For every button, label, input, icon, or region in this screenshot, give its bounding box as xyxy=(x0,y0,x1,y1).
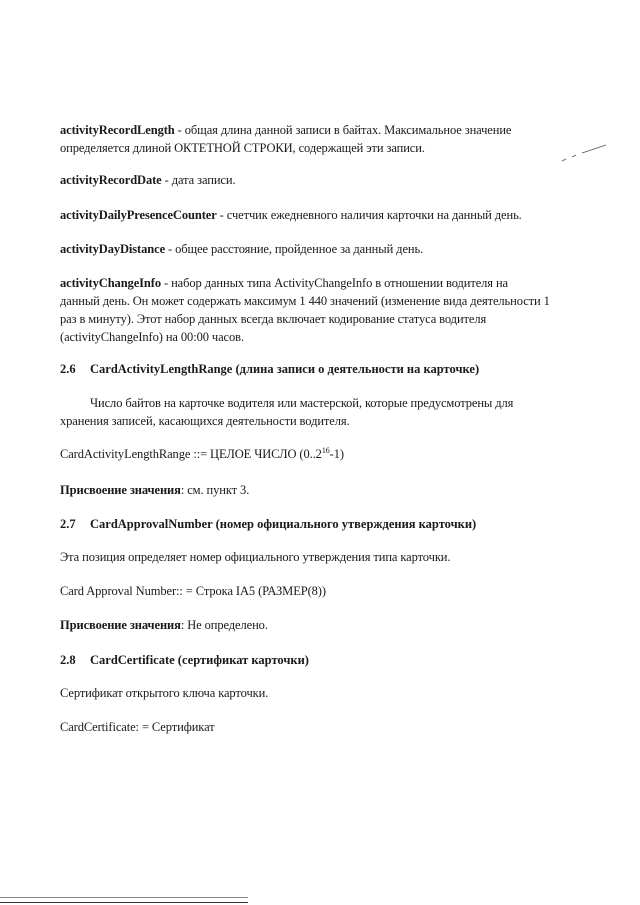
section-2-6-description: Число байтов на карточке водителя или мастерской, которые предусмотрены для хранения записей, касающихся деятельности водителя. xyxy=(60,396,514,428)
term-daily-presence-counter: activityDailyPresenceCounter xyxy=(60,208,217,222)
section-number: 2.8 xyxy=(60,653,76,667)
paragraph-activity-change-info xyxy=(60,274,550,346)
paragraph-daily-presence-counter xyxy=(60,206,550,224)
section-2-8-definition: CardCertificate: = Сертификат xyxy=(60,720,215,734)
text-activity-record-length: - общая длина данной записи в байтах. Максимальное значение определяется длиной ОКТЕТНОЙ СТРОКИ, содержащей эти записи. xyxy=(60,123,512,155)
definition-prefix: CardActivityLengthRange ::= ЦЕЛОЕ ЧИСЛО (0..2 xyxy=(60,447,322,461)
section-heading-2-6 xyxy=(60,360,550,378)
term-activity-day-distance: activityDayDistance xyxy=(60,242,166,256)
term-activity-record-date: activityRecordDate xyxy=(60,173,162,187)
assignment-text: : Не определено. xyxy=(180,618,268,632)
paragraph-activity-record-length xyxy=(60,121,550,157)
section-title: CardCertificate (сертификат карточки) xyxy=(90,653,309,667)
pen-scribble-mark xyxy=(560,143,608,165)
section-heading-2-8 xyxy=(60,651,550,669)
term-activity-change-info: activityChangeInfo xyxy=(60,276,161,290)
section-2-7-value-assignment xyxy=(60,616,550,634)
paragraph-activity-record-date xyxy=(60,171,550,189)
section-title: CardActivityLengthRange (длина записи о деятельности на карточке) xyxy=(90,362,480,376)
text-activity-change-info: - набор данных типа ActivityChangeInfo в отношении водителя на данный день. Он может содержать максимум 1 440 значений (изменение вида деятельности 1 раз в минуту). Этот набор данных всегда включает кодирование статуса водителя (activityChangeInfo) на 00:00 часов. xyxy=(60,276,550,344)
section-title: CardApprovalNumber (номер официального утверждения карточки) xyxy=(90,517,477,531)
section-2-7-definition: Card Approval Number:: = Строка IA5 (РАЗМЕР(8)) xyxy=(60,584,326,598)
section-2-7-description: Эта позиция определяет номер официального утверждения типа карточки. xyxy=(60,550,451,564)
definition-suffix: -1) xyxy=(329,447,344,461)
text-activity-day-distance: - общее расстояние, пройденное за данный день. xyxy=(165,242,424,256)
footer-rule-lower xyxy=(0,902,248,903)
section-2-6-definition xyxy=(60,445,550,463)
text-daily-presence-counter: - счетчик ежедневного наличия карточки на данный день. xyxy=(216,208,522,222)
text-activity-record-date: - дата записи. xyxy=(161,173,236,187)
term-activity-record-length: activityRecordLength xyxy=(60,123,175,137)
assignment-label: Присвоение значения xyxy=(60,618,181,632)
section-heading-2-7 xyxy=(60,515,550,533)
footer-rule-upper xyxy=(0,897,248,898)
section-number: 2.7 xyxy=(60,517,76,531)
paragraph-activity-day-distance xyxy=(60,240,550,258)
assignment-label: Присвоение значения xyxy=(60,483,181,497)
definition-exponent: 16 xyxy=(321,445,330,455)
section-number: 2.6 xyxy=(60,362,76,376)
section-2-6-value-assignment xyxy=(60,481,550,499)
assignment-text: : см. пункт 3. xyxy=(180,483,250,497)
section-2-8-description: Сертификат открытого ключа карточки. xyxy=(60,686,269,700)
